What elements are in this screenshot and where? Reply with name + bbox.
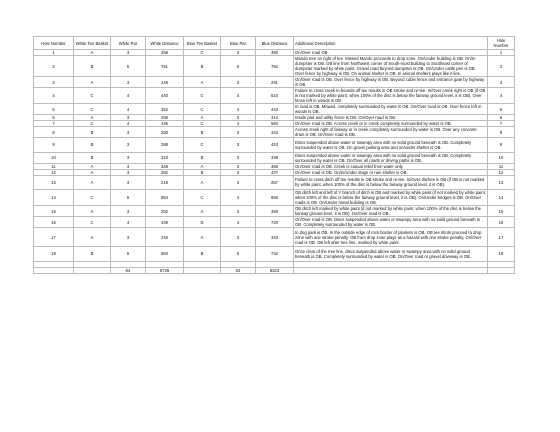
- cell-description: Mando tree on right of tee. Missed Mando proceeds to drop zone. On/Under building is OB. On/In dumpster is OB. OB line from Northwest corner of South-most building to Southeast corner of dumpster marked by white paint. Gravel road beyond dumpster is OB. On/Under cattle pen is OB. Over fence by highway is OB. On animal shelter is OB. In animal shelters plays like it lies.: [294, 56, 488, 77]
- total-white-par: 64: [111, 267, 146, 273]
- cell-white-distance: 323: [146, 152, 184, 163]
- cell-blue-par: 3: [221, 50, 256, 56]
- cell-hole-number-right: 14: [488, 190, 515, 206]
- cell-white-distance: 296: [146, 115, 184, 121]
- cell-white-tee-basket: C: [74, 104, 111, 115]
- cell-white-tee-basket: A: [74, 206, 111, 217]
- cell-blue-par: 4: [221, 104, 256, 115]
- table-row: [34, 104, 515, 115]
- cell-hole-number: 9: [34, 138, 74, 153]
- cell-blue-par: 5: [221, 56, 256, 77]
- cell-blue-distance: 386: [256, 163, 294, 169]
- cell-white-distance: 751: [146, 56, 184, 77]
- cell-blue-tee-basket: B: [184, 247, 221, 262]
- cell-blue-tee-basket: C: [184, 50, 221, 56]
- cell-white-distance: 664: [146, 190, 184, 206]
- cell-description: On/Over road is OB. Creek is casual relief from water only.: [294, 163, 488, 169]
- table-row: [34, 56, 515, 77]
- header-hole-number-right: Hole Number: [488, 37, 515, 50]
- cell-white-distance: 435: [146, 121, 184, 127]
- header-blue-tee-basket: Blue Tee Basket: [184, 37, 221, 50]
- cell-white-tee-basket: C: [74, 190, 111, 206]
- cell-blue-distance: 720: [256, 217, 294, 228]
- cell-white-tee-basket: A: [74, 175, 111, 190]
- cell-description: OB ditch left marked by white paint (if not marked by white paint, when 100% of the disc is below the fairway ground level, it is OB). On/Over road is OB.: [294, 206, 488, 217]
- cell-hole-number: 1: [34, 50, 74, 56]
- cell-white-tee-basket: A: [74, 50, 111, 56]
- cell-blue-par: 3: [221, 138, 256, 153]
- cell-description: On/Over road is OB. Discs suspended above water or swampy area with no solid ground beneath is OB. Completely surrounded by water is OB.: [294, 217, 488, 228]
- cell-blue-tee-basket: C: [184, 138, 221, 153]
- table-row: [34, 190, 515, 206]
- cell-description: Discs suspended above water or swampy area with no solid ground beneath is OB. Completely surrounded by water is OB. On gravel parking area and on/under shelter is OB.: [294, 138, 488, 153]
- scorecard-table: [33, 36, 515, 274]
- cell-white-par: 3: [111, 163, 146, 169]
- cell-blue-par: 4: [221, 121, 256, 127]
- cell-hole-number: 13: [34, 175, 74, 190]
- cell-white-tee-basket: C: [74, 88, 111, 104]
- cell-white-tee-basket: A: [74, 163, 111, 169]
- cell-hole-number-right: 12: [488, 169, 515, 175]
- cell-blue-tee-basket: B: [184, 127, 221, 138]
- cell-hole-number-right: 7: [488, 121, 515, 127]
- cell-white-par: 3: [111, 127, 146, 138]
- cell-white-par: 4: [111, 104, 146, 115]
- cell-blue-tee-basket: B: [184, 169, 221, 175]
- cell-blue-distance: 314: [256, 115, 294, 121]
- cell-blue-distance: 343: [256, 228, 294, 247]
- cell-white-par: 3: [111, 169, 146, 175]
- cell-white-tee-basket: B: [74, 56, 111, 77]
- cell-white-distance: 282: [146, 169, 184, 175]
- cell-hole-number: 12: [34, 169, 74, 175]
- cell-hole-number-right: 8: [488, 127, 515, 138]
- header-hole-number: Hole Number: [34, 37, 74, 50]
- cell-white-distance: 292: [146, 206, 184, 217]
- cell-white-distance: 439: [146, 217, 184, 228]
- cell-white-tee-basket: A: [74, 77, 111, 88]
- cell-hole-number-right: 10: [488, 152, 515, 163]
- cell-hole-number-right: 2: [488, 56, 515, 77]
- cell-hole-number: 7: [34, 121, 74, 127]
- cell-description: Failure to cross creek in-bounds off tee results in OB stroke and re-tee. In/Over creek right is OB (if OB is not marked by white paint, when 100% of the disc is below the fairway ground level, it is OB). Over fence left in woods is OB.: [294, 88, 488, 104]
- cell-white-par: 3: [111, 77, 146, 88]
- table-row: [34, 175, 515, 190]
- cell-blue-distance: 338: [256, 152, 294, 163]
- cell-description: Discs suspended above water or swampy area with no solid ground beneath is OB. Completely surrounded by water is OB. On/Over all roads or driving paths is OB.: [294, 152, 488, 163]
- totals-row: [34, 267, 515, 273]
- cell-hole-number: 2: [34, 56, 74, 77]
- cell-description: On/Over road is OB. Over fence by highway is OB. Beyond cable fence and entrance gate by highway is OB.: [294, 77, 488, 88]
- cell-blue-distance: 267: [256, 175, 294, 190]
- cell-hole-number: 18: [34, 247, 74, 262]
- cell-description: On/Over road is OB. Across creek or in creek completely surrounded by water is OB.: [294, 121, 488, 127]
- cell-hole-number-right: 1: [488, 50, 515, 56]
- cell-blue-distance: 560: [256, 121, 294, 127]
- cell-blue-par: 4: [221, 190, 256, 206]
- cell-white-par: 4: [111, 217, 146, 228]
- cell-blue-par: 3: [221, 152, 256, 163]
- cell-white-par: 3: [111, 206, 146, 217]
- cell-white-tee-basket: A: [74, 169, 111, 175]
- table-row: [34, 77, 515, 88]
- cell-hole-number-right: 9: [488, 138, 515, 153]
- table-row: [34, 127, 515, 138]
- cell-blue-par: 3: [221, 163, 256, 169]
- cell-white-tee-basket: B: [74, 127, 111, 138]
- cell-blue-distance: 782: [256, 56, 294, 77]
- cell-white-par: 4: [111, 121, 146, 127]
- total-white-distance: 6736: [146, 267, 184, 273]
- cell-white-par: 3: [111, 115, 146, 121]
- cell-white-distance: 683: [146, 247, 184, 262]
- table-row: [34, 138, 515, 153]
- cell-blue-tee-basket: A: [184, 206, 221, 217]
- cell-hole-number-right: 17: [488, 228, 515, 247]
- cell-description: Failure to cross ditch off tee results in OB stroke and re-tee. In/Over ditches is OB (if OB is not marked by white paint, when 100% of the disc is below the fairway ground level, it is OB).: [294, 175, 488, 190]
- cell-blue-tee-basket: A: [184, 163, 221, 169]
- cell-blue-tee-basket: C: [184, 190, 221, 206]
- cell-white-distance: 440: [146, 88, 184, 104]
- cell-blue-tee-basket: C: [184, 121, 221, 127]
- cell-hole-number: 17: [34, 228, 74, 247]
- cell-blue-tee-basket: A: [184, 228, 221, 247]
- cell-white-distance: 218: [146, 175, 184, 190]
- cell-blue-distance: 732: [256, 247, 294, 262]
- cell-white-distance: 258: [146, 50, 184, 56]
- cell-blue-par: 3: [221, 77, 256, 88]
- table-row: [34, 217, 515, 228]
- cell-white-tee-basket: A: [74, 115, 111, 121]
- cell-blue-tee-basket: C: [184, 104, 221, 115]
- cell-description: Inside pad and utility fence is OB. On/Over road is OB.: [294, 115, 488, 121]
- cell-blue-distance: 437: [256, 169, 294, 175]
- cell-white-tee-basket: B: [74, 138, 111, 153]
- total-blue-par: 63: [221, 267, 256, 273]
- header-white-distance: White Distance: [146, 37, 184, 50]
- cell-hole-number: 5: [34, 104, 74, 115]
- cell-white-par: 3: [111, 50, 146, 56]
- cell-description: On/Over road is OB. On/In/Under stage or rain shelter is OB.: [294, 169, 488, 175]
- cell-blue-par: 3: [221, 175, 256, 190]
- cell-white-distance: 240: [146, 228, 184, 247]
- cell-blue-par: 3: [221, 127, 256, 138]
- cell-description: In dog park is OB. In the outside edge of rock border of planters is OB. OB tee shots proceed to drop zone with one stroke penalty. OB from drop zone plays as a hazard with one stroke penalty. On/Over road is OB. OB left after tree line, marked by white paint.: [294, 228, 488, 247]
- cell-hole-number: 3: [34, 77, 74, 88]
- cell-blue-par: 4: [221, 88, 256, 104]
- cell-white-distance: 250: [146, 127, 184, 138]
- cell-white-distance: 352: [146, 104, 184, 115]
- cell-white-tee-basket: C: [74, 217, 111, 228]
- cell-blue-tee-basket: C: [184, 88, 221, 104]
- cell-description: Once clear of the tree line, discs suspended above water or swampy area with no solid ground beneath is OB. Completely surrounded by water is OB. On/Over road or gravel driveway is OB.: [294, 247, 488, 262]
- cell-white-distance: 288: [146, 138, 184, 153]
- cell-white-par: 5: [111, 247, 146, 262]
- cell-description: OB ditch left and left of Y branch of ditch is OB and marked by white paint (if not marked by white paint, when 100% of the disc is below the fairway ground level, it is OB). On/Under bridges is OB. On/Over roads is OB. On/Under metal building is OB.: [295, 190, 486, 205]
- table-row: [34, 228, 515, 247]
- cell-hole-number-right: 18: [488, 247, 515, 262]
- cell-blue-distance: 343: [256, 127, 294, 138]
- cell-white-par: 5: [111, 190, 146, 206]
- table-row: [34, 247, 515, 262]
- cell-blue-distance: 359: [256, 206, 294, 217]
- header-row: [34, 37, 515, 50]
- cell-white-par: 5: [111, 56, 146, 77]
- cell-white-par: 3: [111, 138, 146, 153]
- cell-white-par: 3: [111, 152, 146, 163]
- cell-hole-number-right: 5: [488, 104, 515, 115]
- cell-white-par: 3: [111, 228, 146, 247]
- cell-white-tee-basket: C: [74, 121, 111, 127]
- cell-blue-distance: 666: [256, 190, 294, 206]
- header-white-tee-basket: White Tee Basket: [74, 37, 111, 50]
- header-additional-description: Additional Description: [294, 37, 488, 50]
- cell-blue-tee-basket: A: [184, 175, 221, 190]
- cell-blue-tee-basket: A: [184, 77, 221, 88]
- total-blue-distance: 8323: [256, 267, 294, 273]
- table-row: [34, 206, 515, 217]
- cell-white-par: 3: [111, 175, 146, 190]
- cell-hole-number: 15: [34, 206, 74, 217]
- cell-blue-distance: 291: [256, 77, 294, 88]
- header-white-par: White Par: [111, 37, 146, 50]
- cell-hole-number-right: 6: [488, 115, 515, 121]
- cell-blue-par: 5: [221, 247, 256, 262]
- cell-blue-distance: 442: [256, 104, 294, 115]
- cell-blue-tee-basket: A: [184, 115, 221, 121]
- cell-description: Across creek right of fairway or in creek completely surrounded by water is OB. Over any concrete drain is OB. On/Over road is OB.: [294, 127, 488, 138]
- cell-white-tee-basket: A: [74, 228, 111, 247]
- cell-hole-number: 6: [34, 115, 74, 121]
- cell-white-distance: 348: [146, 163, 184, 169]
- cell-hole-number-right: 4: [488, 88, 515, 104]
- cell-white-distance: 249: [146, 77, 184, 88]
- cell-description: On/Over road OB.: [294, 50, 488, 56]
- cell-hole-number-right: 15: [488, 206, 515, 217]
- cell-hole-number: 14: [34, 190, 74, 206]
- cell-hole-number-right: 13: [488, 175, 515, 190]
- header-blue-par: Blue Par: [221, 37, 256, 50]
- cell-blue-par: 3: [221, 206, 256, 217]
- cell-white-tee-basket: B: [74, 152, 111, 163]
- cell-blue-distance: 443: [256, 138, 294, 153]
- cell-hole-number: 11: [34, 163, 74, 169]
- cell-hole-number: 16: [34, 217, 74, 228]
- cell-blue-tee-basket: B: [184, 56, 221, 77]
- table-body: [34, 50, 515, 262]
- cell-blue-tee-basket: D: [184, 217, 221, 228]
- cell-blue-par: 3: [221, 228, 256, 247]
- cell-hole-number-right: 16: [488, 217, 515, 228]
- table-row: [34, 152, 515, 163]
- cell-hole-number-right: 3: [488, 77, 515, 88]
- cell-hole-number: 10: [34, 152, 74, 163]
- cell-blue-par: 3: [221, 115, 256, 121]
- cell-blue-par: 3: [221, 169, 256, 175]
- header-blue-distance: Blue Distance: [256, 37, 294, 50]
- cell-white-tee-basket: B: [74, 247, 111, 262]
- cell-blue-tee-basket: B: [184, 152, 221, 163]
- cell-description: In road is OB. Mowed, completely surrounded by water is OB. On/Over road is OB. Over fence left in woods is OB.: [294, 104, 488, 115]
- cell-blue-par: 4: [221, 217, 256, 228]
- cell-hole-number-right: 11: [488, 163, 515, 169]
- table-row: [34, 88, 515, 104]
- cell-hole-number: 4: [34, 88, 74, 104]
- cell-white-par: 4: [111, 88, 146, 104]
- cell-blue-distance: 380: [256, 50, 294, 56]
- cell-hole-number: 8: [34, 127, 74, 138]
- cell-blue-distance: 510: [256, 88, 294, 104]
